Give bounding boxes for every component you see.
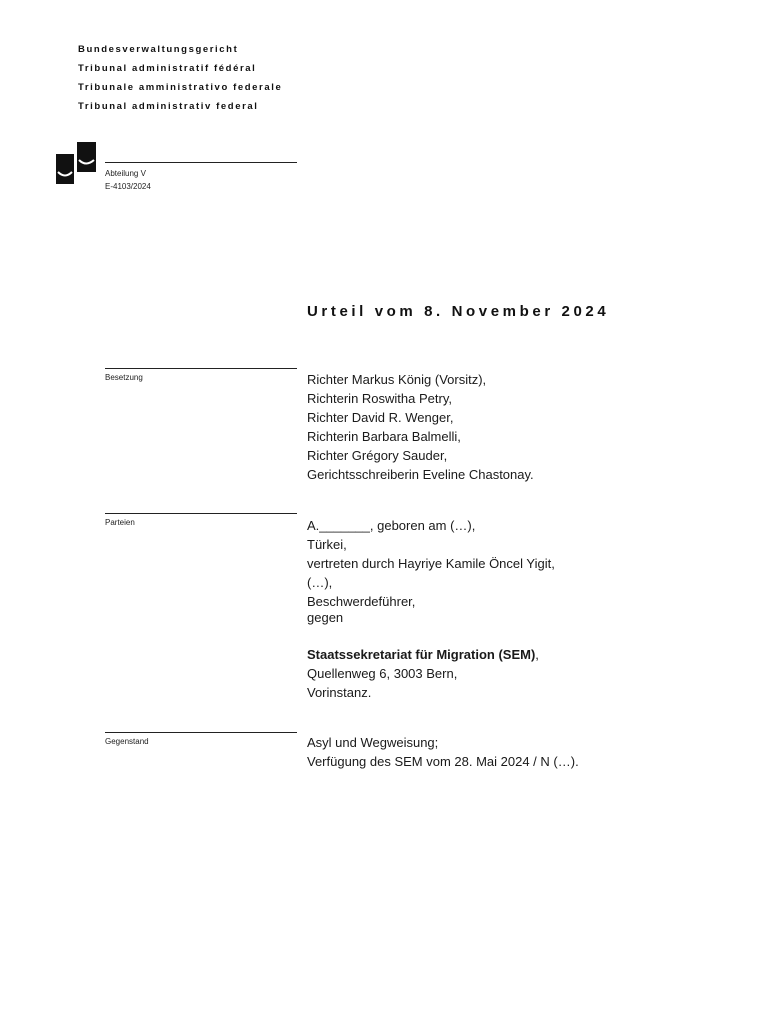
besetzung-line: Richter Grégory Sauder, [307,448,448,463]
besetzung-line: Richter David R. Wenger, [307,410,454,425]
besetzung-line: Gerichtsschreiberin Eveline Chastonay. [307,467,534,482]
besetzung-line: Richterin Roswitha Petry, [307,391,452,406]
parteien-line: (…), [307,575,333,590]
gegenstand-line: Asyl und Wegweisung; [307,735,439,750]
gegenstand-content [307,733,579,771]
besetzung-line: Richterin Barbara Balmelli, [307,429,461,444]
case-number: E-4103/2024 [105,182,151,191]
parteien-line: Beschwerdeführer, [307,594,416,609]
parteien-line: Türkei, [307,537,347,552]
division-label: Abteilung V [105,169,146,178]
besetzung-line: Richter Markus König (Vorsitz), [307,372,487,387]
court-name-it: Tribunale amministrativo federale [78,82,283,93]
parteien-label: Parteien [105,518,135,527]
parteien-line: gegen [307,610,344,625]
court-name-de: Bundesverwaltungsgericht [78,44,239,55]
authority-suffix: , [535,647,539,662]
besetzung-rule [105,368,297,369]
authority-line: Quellenweg 6, 3003 Bern, [307,666,458,681]
gegenstand-rule [105,732,297,733]
page-title: Urteil vom 8. November 2024 [307,303,610,320]
parteien-rule [105,513,297,514]
besetzung-label: Besetzung [105,373,143,382]
parteien-content [307,516,555,626]
court-name-rm: Tribunal administrativ federal [78,101,259,112]
besetzung-content [307,370,534,484]
case-meta [105,167,151,193]
authority-line: Vorinstanz. [307,685,372,700]
gegenstand-line: Verfügung des SEM vom 28. Mai 2024 / N (…). [307,754,579,769]
gegenstand-label: Gegenstand [105,737,149,746]
court-name-fr: Tribunal administratif fédéral [78,63,257,74]
header-rule [105,162,297,163]
parteien-line: A._______, geboren am (…), [307,518,476,533]
authority-name: Staatssekretariat für Migration (SEM) [307,647,536,662]
court-names [78,40,282,116]
court-emblem-icon [56,142,96,186]
authority-name-line [307,645,539,664]
parteien-line: vertreten durch Hayriye Kamile Öncel Yigit, [307,556,555,571]
authority-block [307,645,539,702]
